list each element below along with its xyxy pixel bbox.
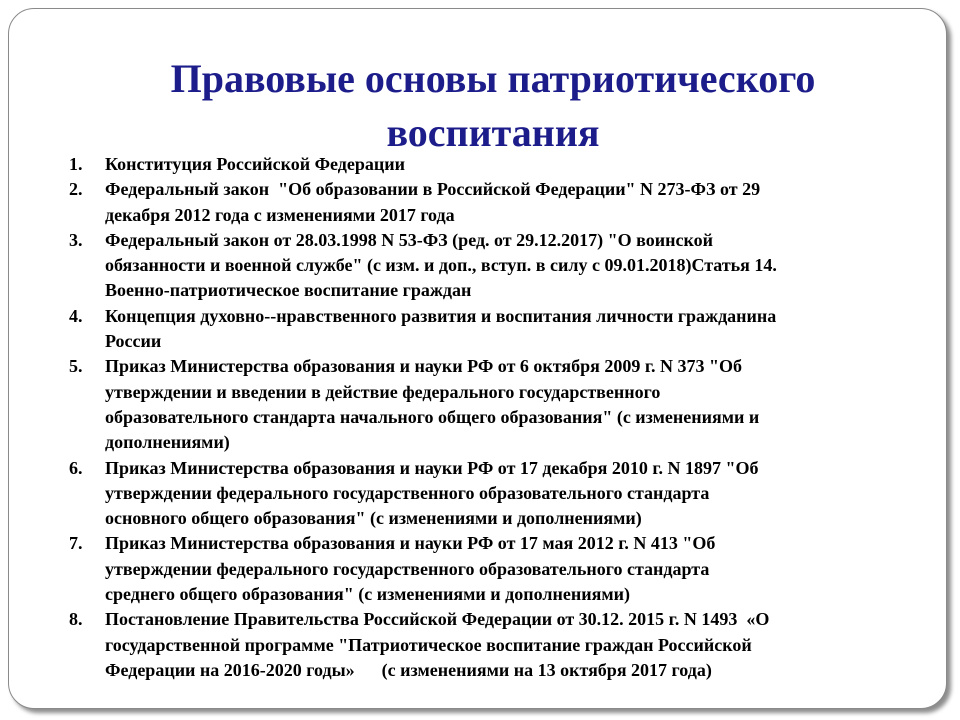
list-item-number: 5. [69,356,83,377]
legal-basis-list [62,152,922,683]
list-item [62,531,922,607]
list-item-number: 6. [69,457,83,478]
list-item-text-line: Концепция духовно--нравственного развития и воспитания личности гражданина [105,305,777,326]
list-item-text-line: утверждении федерального государственного образовательного стандарта [105,558,710,579]
list-item-text-line: Военно-патриотическое воспитание граждан [105,280,472,301]
list-item [62,228,922,304]
list-item [62,354,922,455]
list-item-text-line: Конституция Российской Федерации [105,154,406,174]
slide-title [60,52,926,160]
list-item-text-line: дополнениями) [105,432,230,453]
list-item-number: 2. [69,179,83,200]
list-item-text-line: Приказ Министерства образования и науки РФ от 17 мая 2012 г. N 413 "Об [105,533,716,554]
list-item-text-line: среднего общего образования" (с изменениями и дополнениями) [105,584,630,605]
list-item-text-line: Федеральный закон "Об образовании в Российской Федерации" N 273-ФЗ от 29 [105,179,761,200]
list-item-text-line: Постановление Правительства Российской Федерации от 30.12. 2015 г. N 1493 «О [105,609,770,630]
list-item-text-line: образовательного стандарта начального общего образования" (с изменениями и [105,406,760,427]
slide-title-line-2: воспитания [386,110,600,155]
list-item [62,304,922,355]
list-item-text-line: Федерации на 2016-2020 годы» (с изменениями на 13 октября 2017 года) [105,659,712,680]
list-item-text-line: утверждении федерального государственного образовательного стандарта [105,482,710,503]
list-item-number: 3. [69,229,83,250]
list-item-number: 1. [69,154,83,174]
list-item-text-line: Федеральный закон от 28.03.1998 N 53-ФЗ (ред. от 29.12.2017) "О воинской [105,229,713,250]
list-item-text-line: основного общего образования" (с изменениями и дополнениями) [105,508,642,529]
list-item-text-line: России [105,331,162,352]
slide-title-line-1: Правовые основы патриотического [170,56,816,101]
list-item-number: 8. [69,609,83,630]
list-item [62,607,922,683]
list-item [62,152,922,177]
list-item-number: 7. [69,533,83,554]
list-item-text-line: утверждении и введении в действие федерального государственного [105,381,661,402]
list-item-text-line: государственной программе "Патриотическое воспитание граждан Российской [105,634,752,655]
list-item-text-line: Приказ Министерства образования и науки РФ от 6 октября 2009 г. N 373 "Об [105,356,743,377]
list-item-number: 4. [69,305,83,326]
list-item-text-line: обязанности и военной службе" (с изм. и доп., вступ. в силу с 09.01.2018)Статья 14. [105,255,777,276]
list-item-text-line: Приказ Министерства образования и науки РФ от 17 декабря 2010 г. N 1897 "Об [105,457,759,478]
list-item-text-line: декабря 2012 года с изменениями 2017 года [105,204,455,225]
list-item [62,456,922,532]
list-item [62,177,922,228]
